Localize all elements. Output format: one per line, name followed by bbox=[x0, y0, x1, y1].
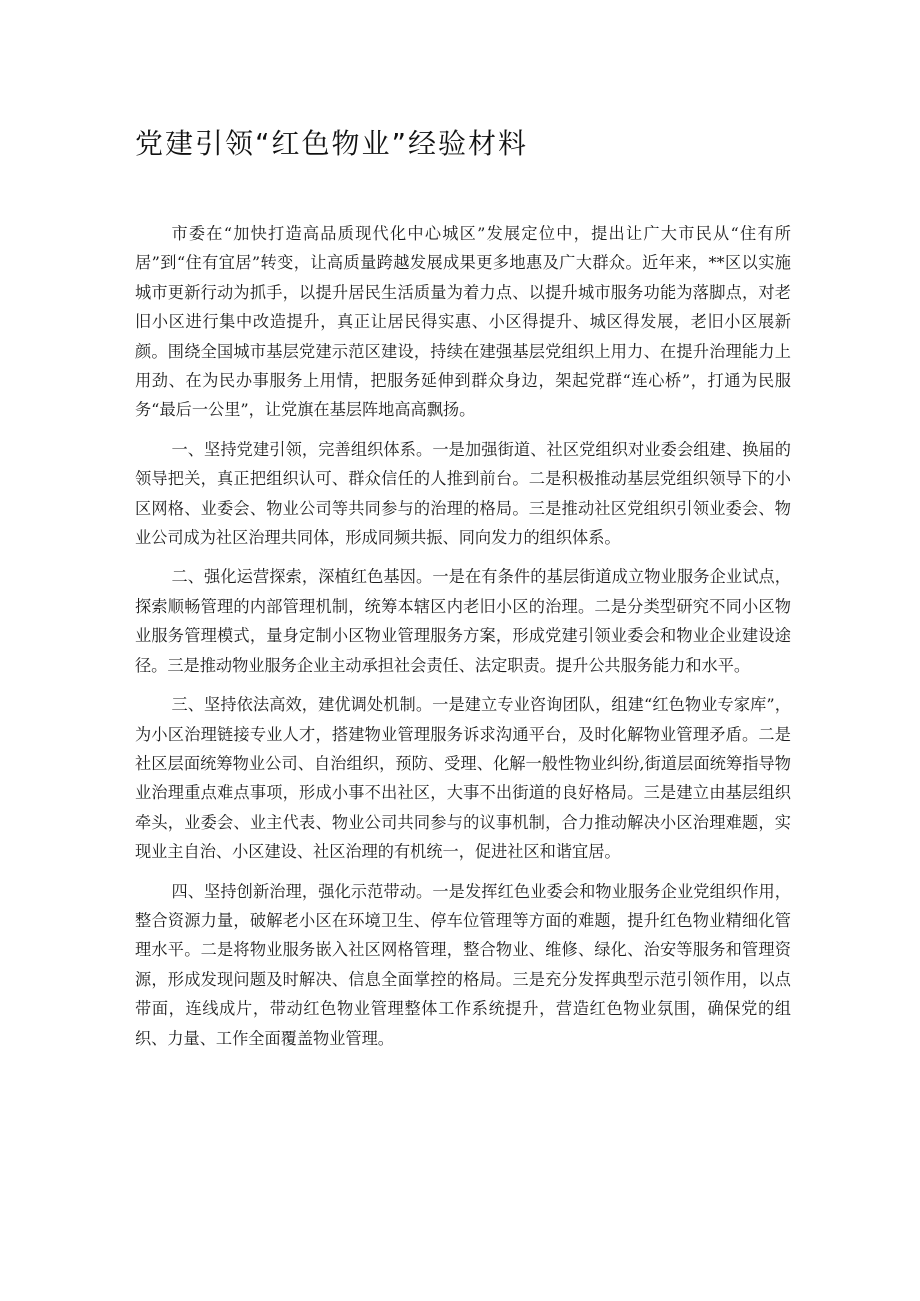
document-title: 党建引领“红色物业”经验材料 bbox=[135, 127, 529, 160]
document-body bbox=[135, 219, 791, 1063]
intro-paragraph: 市委在“加快打造高品质现代化中心城区”发展定位中，提出让广大市民从“住有所居”到“住有宜居”转变，让高质量跨越发展成果更多地惠及广大群众。近年来，**区以实施城市更新行动为抓手，以提升居民生活质量为着力点、以提升城市服务功能为落脚点，对老旧小区进行集中改造提升，真正让居民得实惠、小区得提升、城区得发展，老旧小区展新颜。围绕全国城市基层党建示范区建设，持续在建强基层党组织上用力、在提升治理能力上用劲、在为民办事服务上用情，把服务延伸到群众身边，架起党群“连心桥”，打通为民服务“最后一公里”，让党旗在基层阵地高高飘扬。 bbox=[135, 224, 791, 420]
section-3-paragraph: 三、坚持依法高效，建优调处机制。一是建立专业咨询团队，组建“红色物业专家库”，为小区治理链接专业人才，搭建物业管理服务诉求沟通平台，及时化解物业管理矛盾。二是社区层面统筹物业公司、自治组织，预防、受理、化解一般性物业纠纷,街道层面统筹指导物业治理重点难点事项，形成小事不出社区，大事不出街道的良好格局。三是建立由基层组织牵头，业委会、业主代表、物业公司共同参与的议事机制，合力推动解决小区治理难题，实现业主自治、小区建设、社区治理的有机统一，促进社区和谐宜居。 bbox=[135, 695, 791, 862]
section-2-paragraph: 二、强化运营探索，深植红色基因。一是在有条件的基层街道成立物业服务企业试点，探索顺畅管理的内部管理机制，统筹本辖区内老旧小区的治理。二是分类型研究不同小区物业服务管理模式，量身定制小区物业管理服务方案，形成党建引领业委会和物业企业建设途径。三是推动物业服务企业主动承担社会责任、法定职责。提升公共服务能力和水平。 bbox=[135, 567, 791, 675]
section-4-paragraph: 四、坚持创新治理，强化示范带动。一是发挥红色业委会和物业服务企业党组织作用，整合资源力量，破解老小区在环境卫生、停车位管理等方面的难题，提升红色物业精细化管理水平。二是将物业服务嵌入社区网格管理，整合物业、维修、绿化、治安等服务和管理资源，形成发现问题及时解决、信息全面掌控的格局。三是充分发挥典型示范引领作用，以点带面，连线成片，带动红色物业管理整体工作系统提升，营造红色物业氛围，确保党的组织、力量、工作全面覆盖物业管理。 bbox=[135, 881, 791, 1048]
section-1-paragraph: 一、坚持党建引领，完善组织体系。一是加强街道、社区党组织对业委会组建、换届的领导把关，真正把组织认可、群众信任的人推到前台。二是积极推动基层党组织领导下的小区网格、业委会、物业公司等共同参与的治理的格局。三是推动社区党组织引领业委会、物业公司成为社区治理共同体，形成同频共振、同向发力的组织体系。 bbox=[135, 439, 791, 548]
